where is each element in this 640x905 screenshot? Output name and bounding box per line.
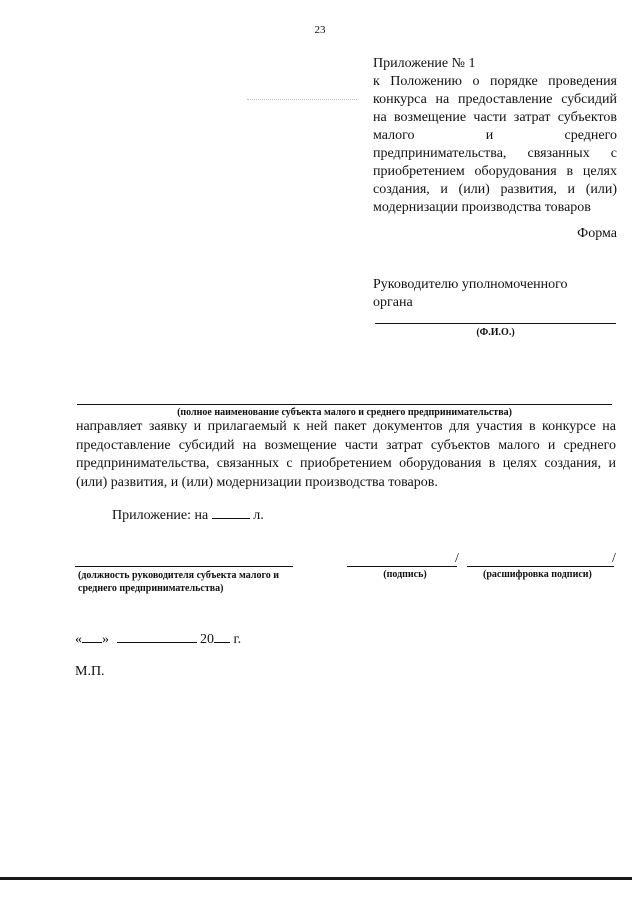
attachment-prefix: Приложение: на: [112, 508, 209, 523]
date-month-blank: [117, 629, 197, 643]
date-open-quote: «: [75, 632, 82, 647]
signature-decode-line: [467, 566, 614, 567]
signature-line: [347, 566, 457, 567]
attachment-suffix: л.: [253, 508, 264, 523]
organization-name-caption: (полное наименование субъекта малого и среднего предпринимательства): [177, 407, 512, 418]
signature-end-slash: /: [612, 551, 616, 566]
appendix-text: к Положению о порядке проведения конкурса на предоставление субсидий на возмещение части затрат субъектов малого и среднего предпринимательства, связанных с приобретением оборудования в целях создания, и (или) развития, и (или) модернизации производства товаров: [373, 74, 617, 215]
signature-slash: /: [455, 551, 459, 566]
scan-artifact: [247, 99, 357, 100]
signature-decode-caption: (расшифровка подписи): [483, 569, 592, 580]
signature-caption: (подпись): [383, 569, 427, 580]
appendix-title: Приложение № 1: [373, 56, 476, 71]
position-line: [75, 566, 293, 567]
date-close-quote: »: [102, 632, 109, 647]
appendix-block: [373, 55, 617, 217]
fio-caption: (Ф.И.О.): [476, 327, 515, 338]
page-number: 23: [314, 24, 326, 36]
date-year-blank: [214, 629, 230, 643]
stamp-place: М.П.: [75, 664, 105, 679]
application-text: направляет заявку и прилагаемый к ней пакет документов для участия в конкурсе на предоставление субсидий на возмещение части затрат субъектов малого и среднего предпринимательства, связанных с приобретением оборудования в целях создания, и (или) развития, и (или) модернизации производства товаров.: [76, 419, 616, 490]
date-year-prefix: 20: [200, 632, 214, 647]
attachment-line: [112, 505, 264, 524]
form-label: Форма: [577, 226, 617, 241]
date-year-suffix: г.: [233, 632, 242, 647]
position-caption: (должность руководителя субъекта малого и среднего предпринимательства): [78, 570, 280, 594]
page-bottom-edge: [0, 877, 632, 880]
fio-line: [375, 323, 616, 324]
date-line: [75, 629, 241, 648]
addressee: Руководителю уполномоченного органа: [373, 277, 568, 310]
organization-name-line: [77, 404, 612, 405]
date-day-blank: [82, 629, 102, 643]
attachment-pages-blank: [212, 505, 250, 519]
